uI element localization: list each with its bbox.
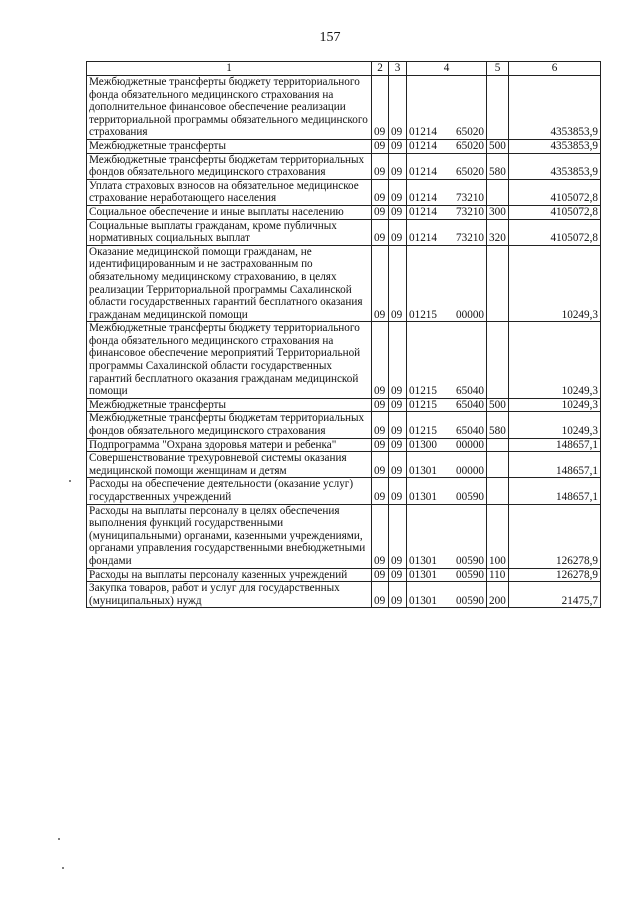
row-expense-type-code: 580 <box>487 153 509 179</box>
direction-code: 00590 <box>456 491 484 503</box>
table-row <box>87 322 601 399</box>
row-name: Межбюджетные трансферты бюджету территориального фонда обязательного медицинского страхования на дополнительное финансовое обеспечение реализации территориальной программы обязательного медицинского страхования <box>87 76 372 140</box>
row-subsection-code: 09 <box>389 568 407 582</box>
direction-code: 65040 <box>456 385 484 398</box>
row-subsection-code: 09 <box>389 582 407 608</box>
row-expense-type-code: 100 <box>487 504 509 568</box>
target-article-code-group <box>409 232 484 245</box>
row-subsection-code: 09 <box>389 452 407 478</box>
row-expense-type-code <box>487 76 509 140</box>
direction-code: 00000 <box>456 308 484 321</box>
program-code: 01301 <box>409 594 437 607</box>
row-expense-type-code: 500 <box>487 398 509 412</box>
row-section-code: 09 <box>372 568 389 582</box>
row-section-code: 09 <box>372 582 389 608</box>
row-target-article-code <box>407 76 487 140</box>
row-name: Подпрограмма "Охрана здоровья матери и ребенка" <box>87 438 372 452</box>
row-name: Оказание медицинской помощи гражданам, не идентифицированным и не застрахованным по обязательному медицинскому страхованию, в целях реализации Территориальной программы Сахалинской области государственных гарантий бесплатного оказания гражданам медицинской помощи <box>87 245 372 322</box>
budget-table <box>86 61 601 608</box>
row-section-code: 09 <box>372 412 389 438</box>
row-section-code: 09 <box>372 322 389 399</box>
direction-code: 65020 <box>456 126 484 139</box>
row-section-code: 09 <box>372 76 389 140</box>
row-section-code: 09 <box>372 245 389 322</box>
row-amount: 4105072,8 <box>509 219 601 245</box>
direction-code: 73210 <box>456 205 484 218</box>
row-target-article-code <box>407 245 487 322</box>
row-section-code: 09 <box>372 504 389 568</box>
program-code: 01301 <box>409 464 437 477</box>
row-name: Социальные выплаты гражданам, кроме публичных нормативных социальных выплат <box>87 219 372 245</box>
row-amount: 148657,1 <box>509 438 601 452</box>
program-code: 01214 <box>409 126 437 139</box>
row-section-code: 09 <box>372 205 389 219</box>
row-section-code: 09 <box>372 179 389 205</box>
target-article-code-group <box>409 309 484 322</box>
direction-code: 65020 <box>456 166 484 179</box>
target-article-code-group <box>409 126 484 139</box>
row-target-article-code <box>407 205 487 219</box>
row-target-article-code <box>407 452 487 478</box>
row-amount: 4105072,8 <box>509 179 601 205</box>
row-target-article-code <box>407 398 487 412</box>
table-row <box>87 438 601 452</box>
program-code: 01214 <box>409 192 437 205</box>
row-section-code: 09 <box>372 398 389 412</box>
row-target-article-code <box>407 322 487 399</box>
table-row <box>87 205 601 219</box>
row-amount: 126278,9 <box>509 504 601 568</box>
table-row <box>87 582 601 608</box>
table-row <box>87 504 601 568</box>
table-row <box>87 179 601 205</box>
row-target-article-code <box>407 478 487 504</box>
target-article-code-group <box>409 399 484 412</box>
row-expense-type-code <box>487 179 509 205</box>
row-section-code: 09 <box>372 219 389 245</box>
row-amount: 4353853,9 <box>509 76 601 140</box>
target-article-code-group <box>409 166 484 179</box>
row-subsection-code: 09 <box>389 478 407 504</box>
target-article-code-group <box>409 491 484 504</box>
row-name: Межбюджетные трансферты <box>87 139 372 153</box>
target-article-code-group <box>409 206 484 219</box>
row-amount: 4105072,8 <box>509 205 601 219</box>
row-expense-type-code <box>487 478 509 504</box>
row-name: Социальное обеспечение и иные выплаты населению <box>87 205 372 219</box>
table-row <box>87 568 601 582</box>
header-col-2: 2 <box>372 62 389 76</box>
row-subsection-code: 09 <box>389 179 407 205</box>
row-target-article-code <box>407 179 487 205</box>
row-expense-type-code <box>487 322 509 399</box>
row-target-article-code <box>407 412 487 438</box>
row-target-article-code <box>407 153 487 179</box>
row-expense-type-code <box>487 438 509 452</box>
column-number-row <box>87 62 601 76</box>
target-article-code-group <box>409 425 484 438</box>
direction-code: 00000 <box>456 464 484 477</box>
direction-code: 65020 <box>456 139 484 152</box>
row-section-code: 09 <box>372 153 389 179</box>
table-row <box>87 398 601 412</box>
target-article-code-group <box>409 465 484 478</box>
row-amount: 4353853,9 <box>509 153 601 179</box>
row-name: Межбюджетные трансферты бюджетам территориальных фондов обязательного медицинского страхования <box>87 153 372 179</box>
row-name: Межбюджетные трансферты бюджету территориального фонда обязательного медицинского страхования на финансовое обеспечение мероприятий Территориальной программы Сахалинской области государственных гарантий бесплатного оказания гражданам медицинской помощи <box>87 322 372 399</box>
row-name: Расходы на выплаты персоналу казенных учреждений <box>87 568 372 582</box>
header-col-5: 5 <box>487 62 509 76</box>
target-article-code-group <box>409 140 484 153</box>
row-section-code: 09 <box>372 478 389 504</box>
target-article-code-group <box>409 192 484 205</box>
row-subsection-code: 09 <box>389 245 407 322</box>
program-code: 01301 <box>409 491 437 503</box>
row-subsection-code: 09 <box>389 322 407 399</box>
row-amount: 10249,3 <box>509 398 601 412</box>
row-name: Межбюджетные трансферты бюджетам территориальных фондов обязательного медицинского страхования <box>87 412 372 438</box>
row-name: Расходы на выплаты персоналу в целях обеспечения выполнения функций государственными (муниципальными) органами, казенными учреждениями, органами управления государственными внебюджетными фондами <box>87 504 372 568</box>
target-article-code-group <box>409 385 484 398</box>
scan-speck <box>58 838 60 840</box>
row-subsection-code: 09 <box>389 412 407 438</box>
row-name: Расходы на обеспечение деятельности (оказание услуг) государственных учреждений <box>87 478 372 504</box>
header-col-4: 4 <box>407 62 487 76</box>
program-code: 01301 <box>409 568 437 581</box>
table-row <box>87 245 601 322</box>
program-code: 01215 <box>409 398 437 411</box>
row-target-article-code <box>407 139 487 153</box>
row-name: Межбюджетные трансферты <box>87 398 372 412</box>
table-row <box>87 139 601 153</box>
row-amount: 10249,3 <box>509 412 601 438</box>
table-row <box>87 153 601 179</box>
target-article-code-group <box>409 439 484 452</box>
row-target-article-code <box>407 504 487 568</box>
row-subsection-code: 09 <box>389 153 407 179</box>
header-col-3: 3 <box>389 62 407 76</box>
header-col-6: 6 <box>509 62 601 76</box>
direction-code: 73210 <box>456 232 484 245</box>
table-row <box>87 452 601 478</box>
row-subsection-code: 09 <box>389 139 407 153</box>
row-subsection-code: 09 <box>389 438 407 452</box>
row-amount: 126278,9 <box>509 568 601 582</box>
direction-code: 00000 <box>456 438 484 451</box>
program-code: 01214 <box>409 205 437 218</box>
direction-code: 65040 <box>456 425 484 438</box>
row-amount: 148657,1 <box>509 478 601 504</box>
direction-code: 65040 <box>456 398 484 411</box>
row-expense-type-code: 500 <box>487 139 509 153</box>
row-subsection-code: 09 <box>389 219 407 245</box>
row-section-code: 09 <box>372 452 389 478</box>
target-article-code-group <box>409 555 484 568</box>
program-code: 01214 <box>409 232 437 245</box>
page-number: 157 <box>319 30 341 45</box>
row-expense-type-code: 580 <box>487 412 509 438</box>
direction-code: 00590 <box>456 554 484 567</box>
program-code: 01215 <box>409 385 437 398</box>
row-expense-type-code: 320 <box>487 219 509 245</box>
program-code: 01301 <box>409 554 437 567</box>
row-expense-type-code: 200 <box>487 582 509 608</box>
row-name: Закупка товаров, работ и услуг для государственных (муниципальных) нужд <box>87 582 372 608</box>
target-article-code-group <box>409 569 484 582</box>
row-expense-type-code <box>487 452 509 478</box>
direction-code: 00590 <box>456 594 484 607</box>
row-amount: 148657,1 <box>509 452 601 478</box>
direction-code: 73210 <box>456 192 484 205</box>
scan-speck <box>69 480 71 482</box>
direction-code: 00590 <box>456 568 484 581</box>
row-section-code: 09 <box>372 438 389 452</box>
row-amount: 21475,7 <box>509 582 601 608</box>
table-row <box>87 478 601 504</box>
row-target-article-code <box>407 582 487 608</box>
row-amount: 10249,3 <box>509 322 601 399</box>
program-code: 01215 <box>409 425 437 438</box>
row-target-article-code <box>407 438 487 452</box>
table-row <box>87 412 601 438</box>
row-target-article-code <box>407 568 487 582</box>
row-subsection-code: 09 <box>389 205 407 219</box>
scan-speck <box>62 867 64 869</box>
program-code: 01214 <box>409 139 437 152</box>
row-expense-type-code: 110 <box>487 568 509 582</box>
row-subsection-code: 09 <box>389 398 407 412</box>
row-expense-type-code: 300 <box>487 205 509 219</box>
table-row <box>87 219 601 245</box>
row-amount: 4353853,9 <box>509 139 601 153</box>
row-subsection-code: 09 <box>389 504 407 568</box>
budget-table-body <box>87 62 601 608</box>
row-target-article-code <box>407 219 487 245</box>
row-name: Уплата страховых взносов на обязательное медицинское страхование неработающего населения <box>87 179 372 205</box>
table-row <box>87 76 601 140</box>
header-col-1: 1 <box>87 62 372 76</box>
program-code: 01300 <box>409 438 437 451</box>
program-code: 01214 <box>409 166 437 179</box>
row-amount: 10249,3 <box>509 245 601 322</box>
row-name: Совершенствование трехуровневой системы оказания медицинской помощи женщинам и детям <box>87 452 372 478</box>
program-code: 01215 <box>409 308 437 321</box>
row-expense-type-code <box>487 245 509 322</box>
target-article-code-group <box>409 595 484 608</box>
row-subsection-code: 09 <box>389 76 407 140</box>
row-section-code: 09 <box>372 139 389 153</box>
